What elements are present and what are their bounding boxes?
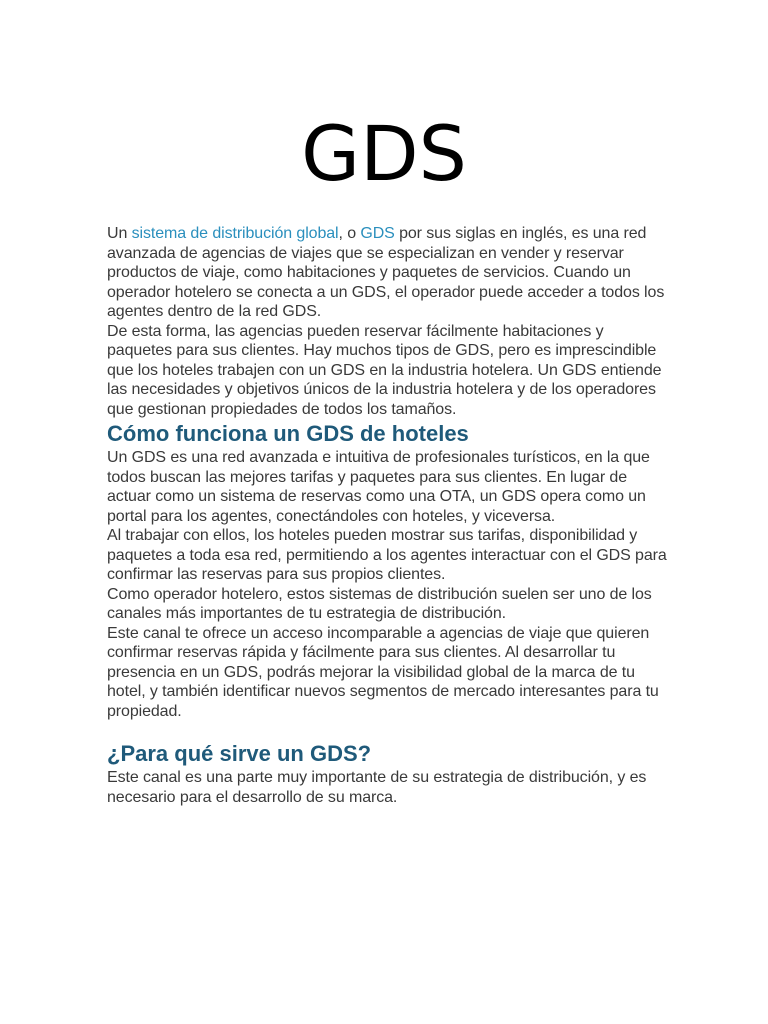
paragraph: Este canal te ofrece un acceso incomparable a agencias de viaje que quieren confirmar reservas rápida y fácilmente para sus clientes. Al desarrollar tu presencia en un GDS, podrás mejorar la visibilidad global de la marca de tu hotel, y también identificar nuevos segmentos de mercado interesantes para tu propiedad. [107, 624, 659, 720]
link-gds[interactable]: GDS [360, 225, 395, 242]
section-heading: Cómo funciona un GDS de hoteles [107, 421, 469, 446]
document-title: GDS [301, 109, 467, 198]
paragraph: De esta forma, las agencias pueden reservar fácilmente habitaciones y paquetes para sus clientes. Hay muchos tipos de GDS, pero es imprescindible que los hoteles trabajen con un GDS en la industria hotelera. Un GDS entiende las necesidades y objetivos únicos de la industria hotelera y de los operadores que gestionan propiedades de todos los tamaños. [107, 322, 662, 418]
link-sistema-distribucion-global[interactable]: sistema de distribución global [131, 225, 339, 242]
paragraph: Este canal es una parte muy importante de su estrategia de distribución, y es necesario para el desarrollo de su marca. [107, 769, 647, 806]
intro-text-3: por sus siglas en inglés, es una red avanzada de agencias de viajes que se especializan en vender y reservar productos de viaje, como habitaciones y paquetes de servicios. Cuando un operador hotelero se conecta a un GDS, el operador puede acceder a todos los agentes dentro de la red GDS. [107, 225, 665, 320]
section-what-for [107, 739, 667, 768]
intro-text-2: , o [338, 225, 361, 242]
document-body [107, 224, 667, 807]
intro-paragraph [107, 224, 667, 322]
paragraph: Como operador hotelero, estos sistemas de distribución suelen ser uno de los canales más importantes de tu estrategia de distribución. [107, 585, 652, 622]
paragraph: Un GDS es una red avanzada e intuitiva de profesionales turísticos, en la que todos buscan las mejores tarifas y paquetes para sus clientes. En lugar de actuar como un sistema de reservas como una OTA, un GDS opera como un portal para los agentes, conectándoles con hoteles, y viceversa. [107, 449, 650, 525]
section-how-it-works [107, 419, 667, 448]
paragraph: Al trabajar con ellos, los hoteles pueden mostrar sus tarifas, disponibilidad y paquetes a toda esa red, permitiendo a los agentes interactuar con el GDS para confirmar las reservas para sus propios clientes. [107, 527, 667, 583]
section-heading: ¿Para qué sirve un GDS? [107, 741, 372, 766]
intro-text-1: Un [107, 225, 132, 242]
